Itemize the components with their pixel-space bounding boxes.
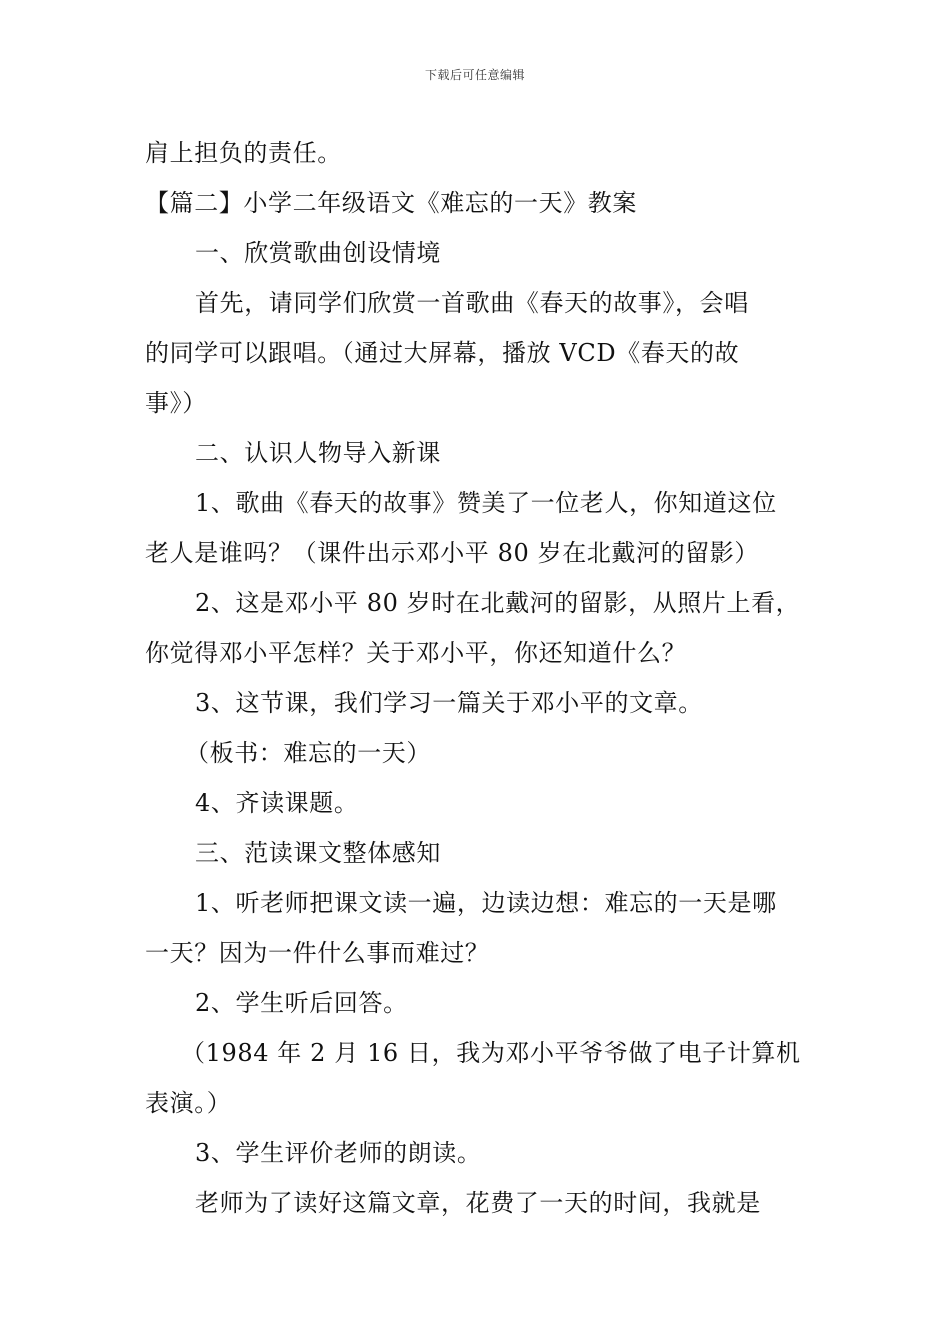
paragraph-line: 2、学生听后回答。 [195, 989, 408, 1017]
paragraph-line: 1、歌曲《春天的故事》赞美了一位老人，你知道这位 [195, 489, 777, 517]
paragraph-line: 首先，请同学们欣赏一首歌曲《春天的故事》，会唱 [195, 289, 749, 317]
paragraph-line: 肩上担负的责任。 [145, 139, 342, 167]
paragraph-line: 一天？因为一件什么事而难过？ [145, 939, 490, 967]
paragraph-line: 4、齐读课题。 [195, 789, 359, 817]
section-heading: 三、范读课文整体感知 [195, 839, 441, 867]
paragraph-line: 3、这节课，我们学习一篇关于邓小平的文章。 [195, 689, 703, 717]
paragraph-line: 2、这是邓小平 80 岁时在北戴河的留影，从照片上看， [195, 589, 801, 617]
page-header: 下载后可任意编辑 [424, 68, 525, 82]
paragraph-line: 事》） [145, 389, 207, 417]
section-heading: 二、认识人物导入新课 [195, 439, 441, 467]
paragraph-line: 老师为了读好这篇文章，花费了一天的时间，我就是 [195, 1189, 761, 1217]
section-title: 【篇二】小学二年级语文《难忘的一天》教案 [145, 189, 637, 217]
paragraph-line: 的同学可以跟唱。（通过大屏幕，播放 VCD《春天的故 [145, 339, 740, 367]
paragraph-line: （板书：难忘的一天） [185, 739, 431, 767]
section-heading: 一、欣赏歌曲创设情境 [195, 239, 441, 267]
paragraph-line: 你觉得邓小平怎样？关于邓小平，你还知道什么？ [145, 639, 687, 667]
paragraph-line: 老人是谁吗？（课件出示邓小平 80 岁在北戴河的留影） [145, 539, 759, 567]
paragraph-line: 3、学生评价老师的朗读。 [195, 1139, 482, 1167]
paragraph-line: （1984 年 2 月 16 日，我为邓小平爷爷做了电子计算机 [181, 1039, 801, 1067]
paragraph-line: 1、听老师把课文读一遍，边读边想：难忘的一天是哪 [195, 889, 777, 917]
document-body [145, 128, 807, 1228]
paragraph-line: 表演。） [145, 1089, 232, 1117]
